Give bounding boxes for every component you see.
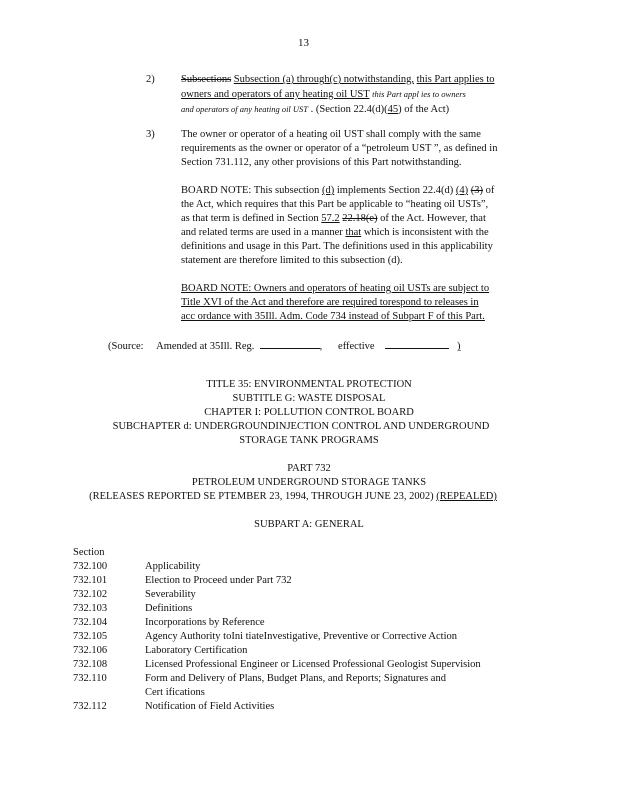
section-title: Election to Proceed under Part 732 — [145, 575, 292, 586]
source-line — [108, 338, 460, 354]
repealed-text: (REPEALED) — [436, 491, 497, 502]
section-number: 732.101 — [73, 575, 108, 586]
section-title: Agency Authority toIni tiateInvestigative, Preventive or Corrective Action — [145, 631, 458, 642]
struck-text: Subsections — [181, 74, 232, 85]
struck-text: 22.18(e) — [342, 213, 378, 224]
section-row — [73, 686, 205, 700]
citation-text: ) of the Act) — [398, 104, 450, 115]
item-number: 3) — [146, 129, 155, 140]
italic-text: and operators of any heating oil UST — [181, 104, 309, 114]
note-line — [181, 184, 543, 198]
section-title: Notification of Field Activities — [145, 701, 275, 712]
inserted-text: this Part applies to — [416, 74, 495, 85]
section-number: 732.105 — [73, 631, 108, 642]
board-note-1 — [181, 184, 543, 268]
section-number: 732.100 — [73, 561, 108, 572]
item-2-line-1 — [181, 73, 543, 87]
inserted-text: owners and operators of any heating oil UST — [181, 89, 370, 100]
struck-text: (3) — [470, 185, 483, 196]
inserted-text: 57.2 — [321, 213, 340, 224]
section-number: 732.103 — [73, 603, 108, 614]
item-number: 2) — [146, 74, 155, 85]
inserted-text: (d) — [321, 185, 335, 196]
section-number: 732.106 — [73, 645, 108, 656]
note-text: BOARD NOTE: This subsection — [181, 185, 320, 196]
note-line: definitions and usage in this Part. The definitions used in this applicability — [181, 241, 493, 252]
section-row — [73, 616, 265, 630]
section-number: 732.104 — [73, 617, 108, 628]
part-heading: PART 732 — [287, 463, 331, 474]
note-line: BOARD NOTE: Owners and operators of heating oil USTs are subject to — [181, 283, 490, 294]
title-heading: TITLE 35: ENVIRONMENTAL PROTECTION — [206, 379, 412, 390]
citation-text: . (Section 22.4(d)( — [310, 104, 388, 115]
source-label: (Source: — [108, 341, 144, 352]
note-line — [181, 212, 543, 226]
note-line: Title XVI of the Act and therefore are required torespond to releases in — [181, 297, 479, 308]
inserted-text: Subsection (a) through(c) notwithstanding, — [233, 74, 415, 85]
releases-line — [0, 490, 602, 504]
effective-blank — [385, 338, 449, 349]
item-3-line: requirements as the owner or operator of a “petroleum UST ”, as defined in — [181, 143, 498, 154]
section-title: Laboratory Certification — [145, 645, 248, 656]
page-number: 13 — [298, 37, 309, 49]
subchapter-heading-2: STORAGE TANK PROGRAMS — [239, 435, 379, 446]
note-text: of the Act. However, that — [380, 213, 486, 224]
item-3-body — [181, 128, 543, 170]
note-line: the Act, which requires that this Part be applicable to “heating oil USTs”, — [181, 199, 489, 210]
source-effective: effective — [338, 341, 375, 352]
section-row — [73, 672, 446, 686]
item-2-body — [181, 73, 543, 117]
subtitle-heading: SUBTITLE G: WASTE DISPOSAL — [232, 393, 386, 404]
note-text: and related terms are used in a manner — [181, 227, 343, 238]
item-3-line: Section 731.112, any other provisions of this Part notwithstanding. — [181, 157, 462, 168]
item-2-line-2 — [181, 87, 543, 102]
item-3-line: The owner or operator of a heating oil UST shall comply with the same — [181, 129, 481, 140]
section-row — [73, 574, 292, 588]
note-text: implements Section 22.4(d) — [336, 185, 454, 196]
releases-text: (RELEASES REPORTED SE PTEMBER 23, 1994, THROUGH JUNE 23, 2002) — [89, 491, 434, 502]
section-row — [73, 630, 457, 644]
note-text: as that term is defined in Section — [181, 213, 319, 224]
section-title: Incorporations by Reference — [145, 617, 265, 628]
note-line — [181, 226, 543, 240]
section-row — [73, 602, 192, 616]
source-end: ) — [456, 341, 461, 352]
section-row — [73, 588, 196, 602]
section-number: 732.112 — [73, 701, 107, 712]
section-title: Licensed Professional Engineer or Licensed Professional Geologist Supervision — [145, 659, 481, 670]
section-row — [73, 700, 274, 714]
note-text: of — [485, 185, 495, 196]
inserted-text: 45 — [387, 104, 399, 115]
section-number: 732.108 — [73, 659, 108, 670]
inserted-text: that — [345, 227, 362, 238]
section-title: Form and Delivery of Plans, Budget Plans, and Reports; Signatures and — [145, 673, 446, 684]
part-title: PETROLEUM UNDERGROUND STORAGE TANKS — [191, 477, 427, 488]
subpart-heading: SUBPART A: GENERAL — [254, 519, 364, 530]
section-number: 732.102 — [73, 589, 108, 600]
section-title: Severability — [145, 589, 196, 600]
section-title: Applicability — [145, 561, 201, 572]
subchapter-heading: SUBCHAPTER d: UNDERGROUNDINJECTION CONTROL AND UNDERGROUND — [112, 421, 490, 432]
note-line: acc ordance with 35Ill. Adm. Code 734 instead of Subpart F of this Part. — [181, 311, 485, 322]
note-text: which is inconsistent with the — [363, 227, 489, 238]
source-text: Amended at 35Ill. Reg. — [156, 341, 255, 352]
section-row — [73, 560, 200, 574]
section-title: Definitions — [145, 603, 193, 614]
section-title: Cert ifications — [145, 687, 205, 698]
source-comma: , — [319, 341, 323, 352]
board-note-2 — [181, 282, 543, 324]
section-row — [73, 644, 247, 658]
reg-blank — [260, 338, 320, 349]
section-row — [73, 658, 481, 672]
inserted-text: (4) — [455, 185, 469, 196]
section-number: 732.110 — [73, 673, 107, 684]
section-label: Section — [73, 547, 105, 558]
note-line: statement are therefore limited to this subsection (d). — [181, 255, 403, 266]
chapter-heading: CHAPTER I: POLLUTION CONTROL BOARD — [204, 407, 414, 418]
item-2-line-3 — [181, 102, 543, 117]
italic-text: this Part appl ies to owners — [372, 89, 466, 99]
